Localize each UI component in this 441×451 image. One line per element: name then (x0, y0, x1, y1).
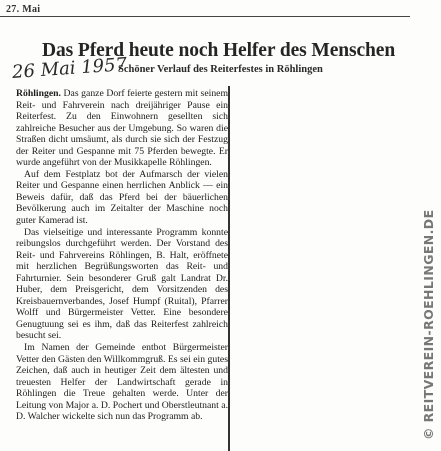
headline: Das Pferd heute noch Helfer des Menschen (42, 40, 396, 61)
handwritten-date: 26 Mai 1957 (11, 54, 128, 83)
clipping-edge (228, 86, 230, 451)
date-strip: 27. Mai (6, 4, 41, 15)
subheadline: Schöner Verlauf des Reiterfestes in Röhlingen (118, 64, 323, 75)
article-body (16, 88, 228, 423)
paragraph-4: Im Namen der Gemeinde entbot Bürgermeister Vetter den Gästen den Willkommgruß. Es sei ein gutes Zeichen, daß auch in heutiger Zeit dem ältesten und treuesten Helfer der Landwirtschaft gerade in Röhlingen die Treue gehalten werde. Unter der Leitung von Major a. D. Pochert und Oberstleutnant a. D. Walcher wickelte sich nun das Programm ab. (16, 342, 228, 423)
watermark: © REITVEREIN-ROEHLINGEN.DE (421, 209, 436, 440)
dateline: Röhlingen. (16, 88, 61, 99)
paragraph-1-text: Das ganze Dorf feierte gestern mit seinem Reit- und Fahrverein nach dreijähriger Pause ein Reiterfest. Zu den Einwohnern gesellten sich zahlreiche Besucher aus der Umgebung. So waren die Straßen dicht umsäumt, als durch sie sich der Festzug der Reiter und Gespanne mit 75 Pferden bewegte. Er wurde angeführt von der Musikkapelle Röhlingen. (16, 88, 228, 169)
paragraph-3: Das vielseitige und interessante Programm konnte reibungslos durchgeführt werden. Der Vorstand des Reit- und Fahrvereins Röhlingen, B. Halt, eröffnete mit herzlichen Begrüßungsworten das Reit- und Fahrturnier. Sein besonderer Gruß galt Landrat Dr. Huber, dem Preisgericht, dem Vorsitzenden des Kreisbauernverbandes, Josef Humpf (Ruital), Pfarrer Wolff und Bürgermeister Vetter. Eine besondere Genugtuung sei es ihm, daß das Reiterfest zahlreich besucht sei. (16, 226, 228, 342)
paragraph-1 (16, 88, 228, 169)
paragraph-2: Auf dem Festplatz bot der Aufmarsch der vielen Reiter und Gespanne einen herrlichen Anblick — ein Beweis dafür, daß das Pferd bei der bäuerlichen Bevölkerung auch im Zeitalter der Maschine noch guter Kamerad ist. (16, 168, 228, 227)
top-rule (0, 16, 410, 17)
